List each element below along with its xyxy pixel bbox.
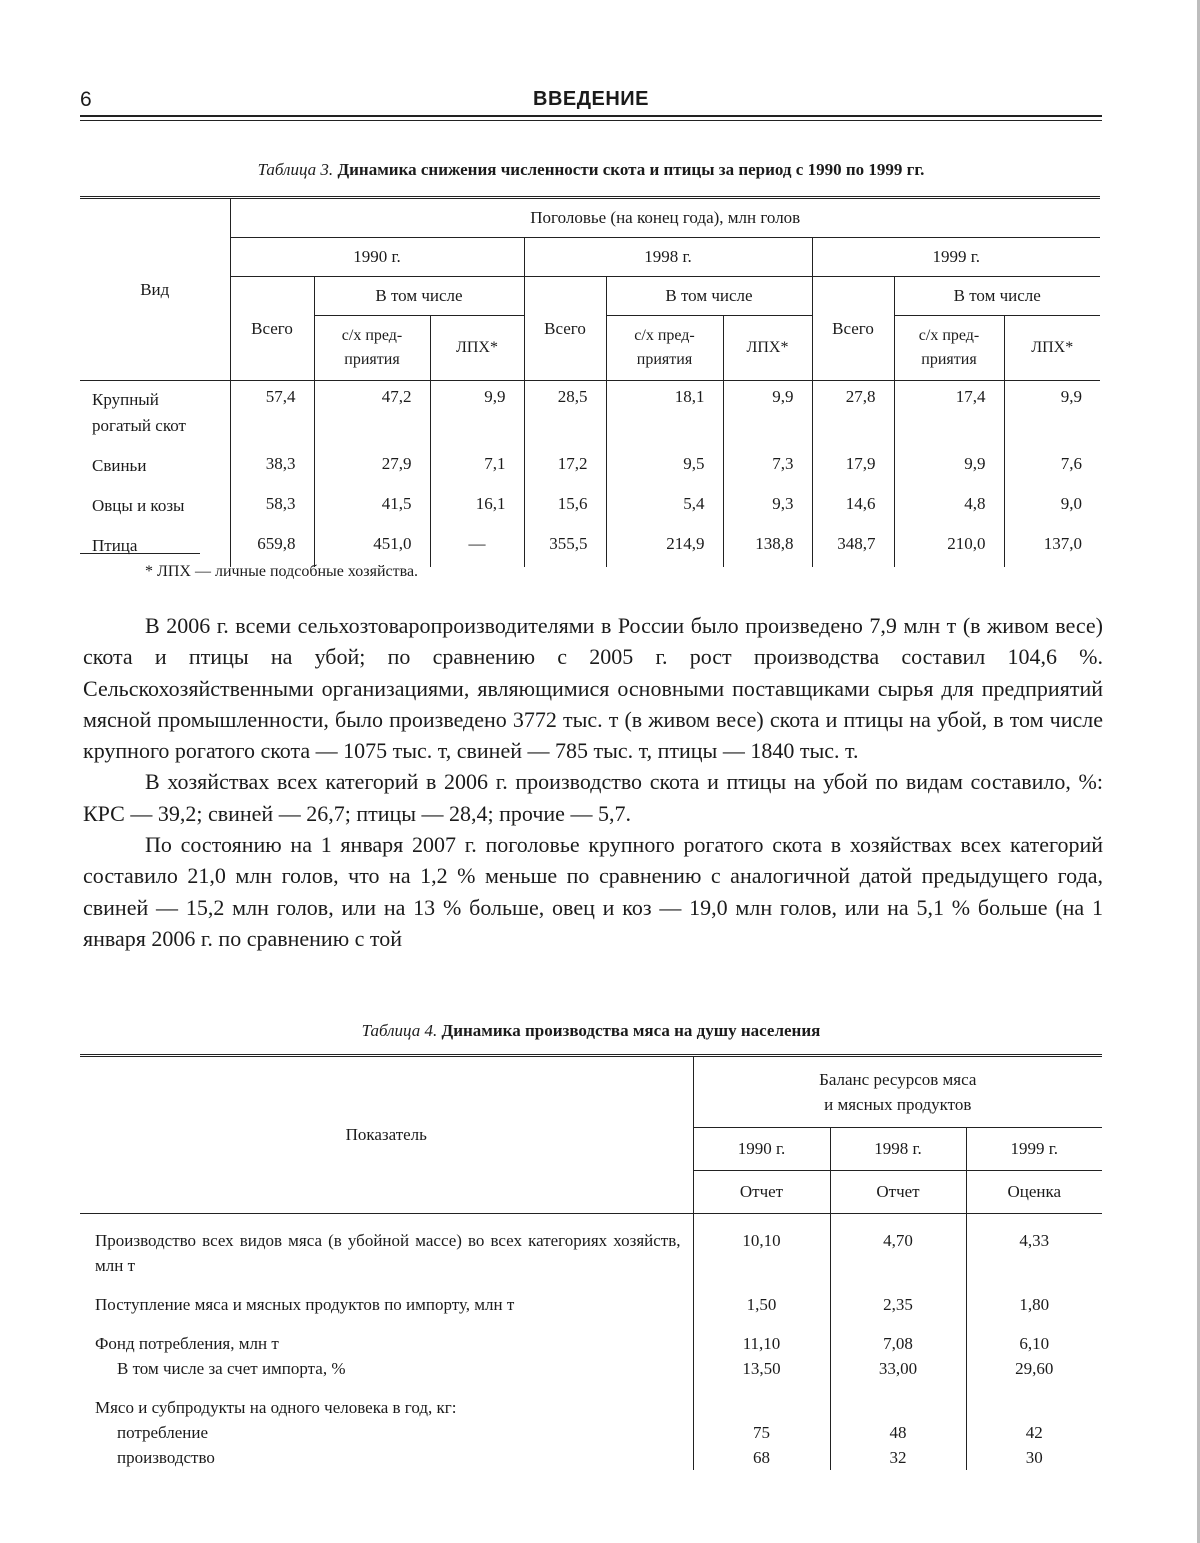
cell: 10,10 bbox=[693, 1228, 830, 1278]
table4-year-1999: 1999 г. bbox=[966, 1128, 1102, 1171]
row-label bbox=[80, 1420, 693, 1445]
paragraph-3: По состоянию на 1 января 2007 г. поголовье крупного рогатого скота в хозяйствах всех категорий составило 21,0 млн голов, что на 1,2 % меньше по сравнению с аналогичной датой предыдущего года, свиней — 15,2 млн голов, или на 13 % больше, овец и коз — 19,0 млн голов, или на 5,1 % больше (на 1 января 2006 г. по сравнению с той bbox=[83, 832, 1103, 951]
cell: 210,0 bbox=[894, 527, 1004, 567]
cell: 659,8 bbox=[230, 527, 314, 567]
cell: 41,5 bbox=[314, 487, 430, 527]
table-row bbox=[80, 1356, 1102, 1381]
row-name: Птица bbox=[92, 536, 138, 555]
cell bbox=[830, 1395, 966, 1420]
running-header bbox=[80, 88, 1102, 118]
cell: 4,70 bbox=[830, 1228, 966, 1278]
cell: 27,8 bbox=[812, 381, 894, 448]
cell: 32 bbox=[830, 1445, 966, 1470]
table4-caption-label: Таблица 4. bbox=[361, 1021, 438, 1040]
row-name: Свиньи bbox=[92, 456, 147, 475]
cell: 214,9 bbox=[606, 527, 723, 567]
cell: 15,6 bbox=[524, 487, 606, 527]
cell: 17,2 bbox=[524, 447, 606, 487]
group-line1: Баланс ресурсов мяса bbox=[819, 1070, 977, 1089]
cell bbox=[966, 1395, 1102, 1420]
table3-sh-1998 bbox=[606, 316, 723, 381]
table3-lph-1998: ЛПХ* bbox=[723, 316, 812, 381]
sh-line2: приятия bbox=[636, 351, 693, 368]
row-label: Мясо и субпродукты на одного человека в год, кг: bbox=[95, 1398, 457, 1417]
cell: 7,08 bbox=[830, 1331, 966, 1356]
cell: 2,35 bbox=[830, 1292, 966, 1317]
row-label: Поступление мяса и мясных продуктов по импорту, млн т bbox=[95, 1295, 515, 1314]
table4-col-indicator: Показатель bbox=[80, 1056, 693, 1214]
table3-group-header: Поголовье (на конец года), млн голов bbox=[230, 198, 1100, 238]
sh-line1: с/х пред- bbox=[341, 327, 403, 344]
cell: 137,0 bbox=[1004, 527, 1100, 567]
cell: 9,3 bbox=[723, 487, 812, 527]
table-row bbox=[80, 1228, 1102, 1278]
table3-including-1998: В том числе bbox=[606, 277, 812, 316]
table-row bbox=[80, 487, 1100, 527]
table-row bbox=[80, 1445, 1102, 1470]
cell: 355,5 bbox=[524, 527, 606, 567]
row-label: Фонд потребления, млн т bbox=[95, 1334, 279, 1353]
row-label bbox=[80, 1445, 693, 1470]
cell: 18,1 bbox=[606, 381, 723, 448]
row-label-indented: В том числе за счет импорта, % bbox=[117, 1359, 346, 1378]
cell: 9,9 bbox=[894, 447, 1004, 487]
cell: 6,10 bbox=[966, 1331, 1102, 1356]
table3-col-vid: Вид bbox=[80, 198, 230, 381]
cell: 29,60 bbox=[966, 1356, 1102, 1381]
table3-including-1999: В том числе bbox=[894, 277, 1100, 316]
table3-footnote: * ЛПХ — личные подсобные хозяйства. bbox=[145, 563, 419, 580]
table4-caption bbox=[80, 1021, 1102, 1041]
sh-line2: приятия bbox=[344, 351, 400, 368]
group-line2: и мясных продуктов bbox=[824, 1095, 972, 1114]
cell: 75 bbox=[693, 1420, 830, 1445]
row-name: Крупный рогатый скот bbox=[92, 390, 186, 435]
table-row bbox=[80, 1395, 1102, 1420]
table-row bbox=[80, 1331, 1102, 1356]
row-label: Производство всех видов мяса (в убойной массе) во всех категориях хозяйств, млн т bbox=[95, 1231, 681, 1275]
cell: 42 bbox=[966, 1420, 1102, 1445]
table3-sh-1999 bbox=[894, 316, 1004, 381]
cell: 33,00 bbox=[830, 1356, 966, 1381]
cell: 9,0 bbox=[1004, 487, 1100, 527]
table3-total-1999: Всего bbox=[812, 277, 894, 381]
table4-year-1998: 1998 г. bbox=[830, 1128, 966, 1171]
table4-status-1998: Отчет bbox=[830, 1171, 966, 1214]
table4 bbox=[80, 1054, 1102, 1470]
table3-lph-1990: ЛПХ* bbox=[430, 316, 524, 381]
sh-line1: с/х пред- bbox=[634, 327, 695, 344]
cell: 5,4 bbox=[606, 487, 723, 527]
table4-status-1999: Оценка bbox=[966, 1171, 1102, 1214]
cell: — bbox=[430, 527, 524, 567]
cell: 9,9 bbox=[1004, 381, 1100, 448]
paragraph-1: В 2006 г. всеми сельхозтоваропроизводителями в России было произведено 7,9 млн т (в живом весе) скота и птицы на убой; по сравнению с 2005 г. рост производства составил 104,6 %. Сельскохозяйственными организациями, являющимися основными поставщиками сырья для предприятий мясной промышленности, было произведено 3772 тыс. т (в живом весе) скота и птицы на убой, в том числе крупного рогатого скота — 1075 тыс. т, свиней — 785 тыс. т, птицы — 1840 тыс. т. bbox=[83, 613, 1103, 764]
cell: 16,1 bbox=[430, 487, 524, 527]
cell: 28,5 bbox=[524, 381, 606, 448]
table-row bbox=[80, 1292, 1102, 1317]
row-label bbox=[80, 1356, 693, 1381]
table4-group-header bbox=[693, 1056, 1102, 1128]
table3-caption-text: Динамика снижения численности скота и птицы за период с 1990 по 1999 гг. bbox=[337, 160, 925, 179]
table-row bbox=[80, 527, 1100, 567]
row-label-indented: производство bbox=[117, 1448, 215, 1467]
sh-line1: с/х пред- bbox=[918, 327, 980, 344]
cell: 1,50 bbox=[693, 1292, 830, 1317]
cell: 9,5 bbox=[606, 447, 723, 487]
cell: 348,7 bbox=[812, 527, 894, 567]
header-rule-thin bbox=[80, 120, 1102, 121]
cell: 11,10 bbox=[693, 1331, 830, 1356]
page-number: 6 bbox=[80, 88, 92, 111]
cell: 9,9 bbox=[723, 381, 812, 448]
cell: 14,6 bbox=[812, 487, 894, 527]
paragraph-2: В хозяйствах всех категорий в 2006 г. производство скота и птицы на убой по видам составило, %: КРС — 39,2; свиней — 26,7; птицы — 28,4; прочие — 5,7. bbox=[83, 769, 1103, 826]
cell: 13,50 bbox=[693, 1356, 830, 1381]
cell: 7,1 bbox=[430, 447, 524, 487]
table4-year-1990: 1990 г. bbox=[693, 1128, 830, 1171]
cell: 138,8 bbox=[723, 527, 812, 567]
cell: 30 bbox=[966, 1445, 1102, 1470]
table3-year-1998: 1998 г. bbox=[524, 238, 812, 277]
table3-including-1990: В том числе bbox=[314, 277, 524, 316]
cell: 9,9 bbox=[430, 381, 524, 448]
cell: 47,2 bbox=[314, 381, 430, 448]
section-title: ВВЕДЕНИЕ bbox=[533, 88, 649, 110]
header-rule bbox=[80, 115, 1102, 117]
table-row bbox=[80, 381, 1100, 448]
cell: 57,4 bbox=[230, 381, 314, 448]
table3-year-1999: 1999 г. bbox=[812, 238, 1100, 277]
row-name: Овцы и козы bbox=[92, 496, 185, 515]
cell bbox=[693, 1395, 830, 1420]
body-text bbox=[83, 610, 1103, 954]
sh-line2: приятия bbox=[921, 351, 977, 368]
cell: 4,8 bbox=[894, 487, 1004, 527]
table3-lph-1999: ЛПХ* bbox=[1004, 316, 1100, 381]
cell: 17,4 bbox=[894, 381, 1004, 448]
table4-status-1990: Отчет bbox=[693, 1171, 830, 1214]
table3-year-1990: 1990 г. bbox=[230, 238, 524, 277]
cell: 68 bbox=[693, 1445, 830, 1470]
cell: 48 bbox=[830, 1420, 966, 1445]
table-row bbox=[80, 447, 1100, 487]
table3-sh-1990 bbox=[314, 316, 430, 381]
table3-total-1990: Всего bbox=[230, 277, 314, 381]
cell: 27,9 bbox=[314, 447, 430, 487]
cell: 58,3 bbox=[230, 487, 314, 527]
cell: 17,9 bbox=[812, 447, 894, 487]
table4-caption-text: Динамика производства мяса на душу населения bbox=[441, 1021, 821, 1040]
cell: 7,3 bbox=[723, 447, 812, 487]
table-row bbox=[80, 1420, 1102, 1445]
table3-caption bbox=[80, 160, 1102, 180]
table3-caption-label: Таблица 3. bbox=[257, 160, 334, 179]
table3 bbox=[80, 196, 1100, 567]
cell: 7,6 bbox=[1004, 447, 1100, 487]
row-label-indented: потребление bbox=[117, 1423, 209, 1442]
cell: 451,0 bbox=[314, 527, 430, 567]
table3-total-1998: Всего bbox=[524, 277, 606, 381]
cell: 1,80 bbox=[966, 1292, 1102, 1317]
footnote-rule bbox=[80, 553, 200, 554]
cell: 4,33 bbox=[966, 1228, 1102, 1278]
cell: 38,3 bbox=[230, 447, 314, 487]
